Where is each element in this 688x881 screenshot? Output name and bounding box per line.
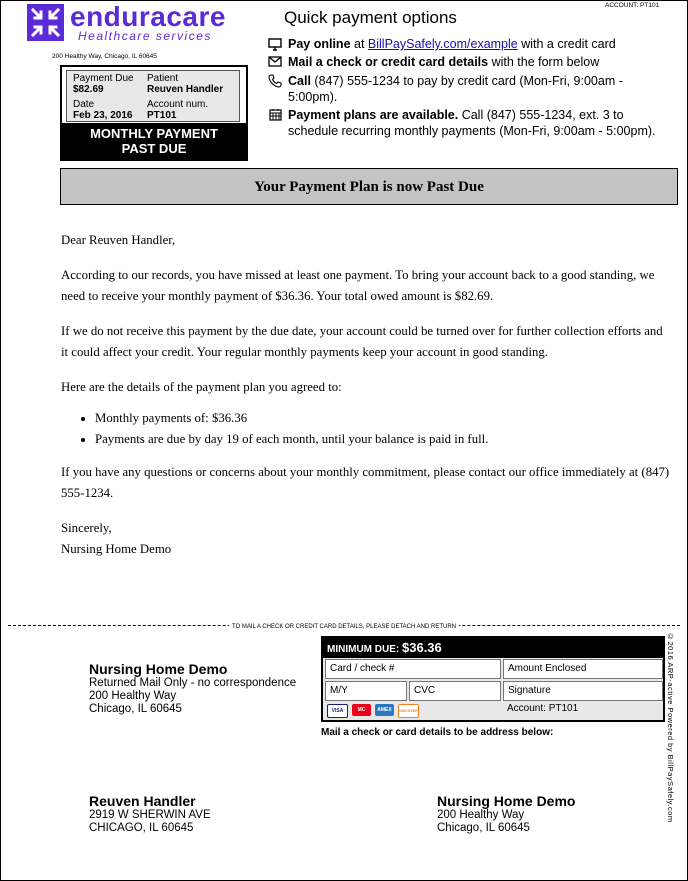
pay-online-link[interactable]: BillPaySafely.com/example — [367, 37, 518, 51]
brand-name: enduracare — [70, 1, 226, 32]
account-label: Account num. — [147, 99, 209, 110]
list-item: • Monthly payments of: $36.36 — [95, 408, 673, 429]
statement-summary-box — [60, 65, 248, 161]
call-bold: Call — [288, 74, 311, 88]
pay-online-option — [288, 37, 668, 53]
recipient-city: Chicago, IL 60645 — [437, 822, 530, 834]
date-value: Feb 23, 2016 — [73, 110, 133, 121]
detach-note-text: TO MAIL A CHECK OR CREDIT CARD DETAILS, PLEASE DETACH AND RETURN — [229, 624, 459, 630]
mastercard-icon: MC — [352, 704, 371, 716]
summary-details — [66, 70, 240, 122]
brand-logo-icon — [27, 4, 64, 41]
minimum-due-value: $36.36 — [402, 640, 442, 655]
mail-instructions: Mail a check or card details to be address below: — [321, 727, 554, 738]
return-address-line-1: Returned Mail Only - no correspondence — [89, 677, 297, 689]
pay-online-mid: at — [350, 37, 368, 51]
header-account: ACCOUNT: PT101 — [605, 2, 660, 9]
account-value: PT101 — [147, 110, 177, 121]
return-address-line-2: 200 Healthy Way — [89, 690, 177, 702]
envelope-icon — [268, 56, 282, 70]
monitor-icon — [268, 38, 282, 52]
accepted-cards — [327, 704, 419, 718]
letter-paragraph-4: If you have any questions or concerns about your monthly commitment, please contact our office immediately at (847) 555-1234. — [61, 465, 670, 500]
detach-note — [0, 624, 688, 630]
brand-tagline: Healthcare services — [78, 29, 212, 43]
recipient-name: Nursing Home Demo — [437, 793, 576, 809]
sender-address — [89, 793, 211, 835]
mail-option — [288, 55, 668, 71]
payment-due-label: Payment Due — [73, 73, 134, 84]
plan-tail: Call (847) 555-1234, ext. 3 to schedule recurring monthly payments (Mon-Fri, 9:00am - 5:00pm). — [288, 108, 656, 138]
letter-signature: Nursing Home Demo — [61, 542, 172, 556]
amex-card-icon: AMEX — [375, 704, 394, 716]
letter-closing: Sincerely, — [61, 521, 112, 535]
call-tail: (847) 555-1234 to pay by credit card (Mon-Fri, 9:00am - 5:00pm). — [288, 74, 623, 104]
past-due-status — [62, 123, 246, 159]
calendar-icon — [268, 108, 282, 122]
pay-online-tail: with a credit card — [517, 37, 616, 51]
sender-street: 2919 W SHERWIN AVE — [89, 809, 211, 821]
letter-greeting: Dear Reuven Handler, — [61, 233, 176, 247]
slip-account: Account: PT101 — [507, 703, 579, 714]
cvc-field[interactable]: CVC — [409, 681, 501, 701]
letter-body — [61, 230, 673, 560]
return-address-name: Nursing Home Demo — [89, 661, 228, 677]
letter-paragraph-1: According to our records, you have missed at least one payment. To bring your account back to a good standing, we need to receive your monthly payment of $36.36. Your total owed amount is $82.69. — [61, 268, 655, 303]
card-check-field[interactable]: Card / check # — [325, 659, 501, 679]
letter-paragraph-3: Here are the details of the payment plan you agreed to: — [61, 380, 342, 394]
status-line-1: MONTHLY PAYMENT — [90, 126, 218, 141]
sender-name: Reuven Handler — [89, 793, 196, 809]
amount-enclosed-field[interactable]: Amount Enclosed — [503, 659, 663, 679]
call-option — [288, 74, 668, 105]
recipient-street: 200 Healthy Way — [437, 809, 525, 821]
mail-bold: Mail a check or credit card details — [288, 55, 489, 69]
minimum-due-label: MINIMUM DUE: — [327, 644, 400, 655]
return-address-line-3: Chicago, IL 60645 — [89, 703, 182, 715]
plan-bold: Payment plans are available. — [288, 108, 459, 122]
visa-card-icon: VISA — [327, 704, 348, 718]
payment-due-value: $82.69 — [73, 84, 104, 95]
powered-by-text: ©2016 ARP-active Powered by BillPaySafely.com — [666, 632, 675, 823]
list-item: • Payments are due by day 19 of each month, until your balance is paid in full. — [95, 429, 673, 450]
discover-card-icon: DISCOVER — [398, 704, 419, 718]
letter-paragraph-2: If we do not receive this payment by the due date, your account could be turned over for further collection efforts and it could affect your credit. Your regular monthly payments keep your account in good standing. — [61, 324, 663, 359]
quick-payment-title: Quick payment options — [284, 8, 457, 27]
patient-label: Patient — [147, 73, 179, 84]
minimum-due-header — [323, 638, 663, 658]
patient-value: Reuven Handler — [147, 84, 224, 95]
signature-field[interactable]: Signature — [503, 681, 663, 701]
payment-plan-list — [61, 408, 673, 450]
past-due-banner: Your Payment Plan is now Past Due — [60, 168, 678, 205]
payment-plan-option — [288, 108, 668, 139]
payment-slip — [321, 636, 665, 722]
pay-online-bold: Pay online — [288, 37, 351, 51]
sender-city: CHICAGO, IL 60645 — [89, 822, 194, 834]
status-line-2: PAST DUE — [121, 141, 187, 156]
phone-icon — [268, 74, 282, 88]
header-address: 200 Healthy Way, Chicago, IL 60645 — [52, 53, 157, 60]
date-label: Date — [73, 99, 95, 110]
recipient-address — [437, 793, 575, 835]
expiry-field[interactable]: M/Y — [325, 681, 407, 701]
mail-tail: with the form below — [488, 55, 600, 69]
